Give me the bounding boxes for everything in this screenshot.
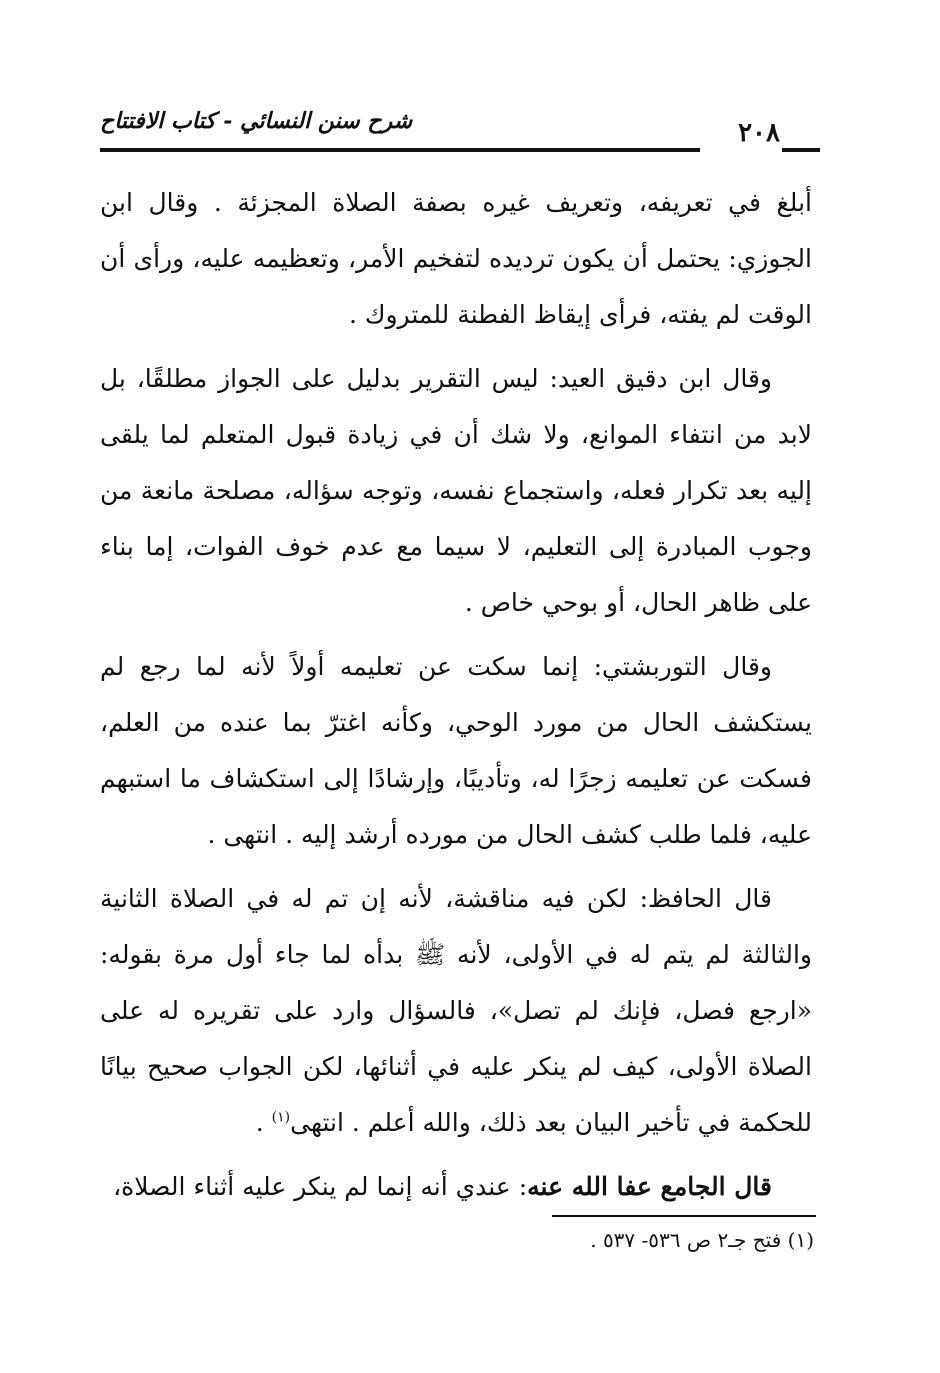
- paragraph-text: : عندي أنه إنما لم ينكر عليه أثناء الصلاة،: [113, 1172, 528, 1201]
- page-header: [100, 100, 820, 160]
- paragraph-text: قال الحافظ: لكن فيه مناقشة، لأنه إن تم له في الصلاة الثانية والثالثة لم يتم له في الأولى، لأنه ﷺ بدأه لما جاء أول مرة بقوله: «ارجع فصل، فإنك لم تصل»، فالسؤال وارد على تقريره له على الصلاة الأولى، كيف لم ينكر عليه في أثنائها، لكن الجواب صحيح بيانًا للحكمة في تأخير البيان بعد ذلك، والله أعلم . انتهى: [100, 884, 812, 1137]
- paragraph-text: أبلغ في تعريفه، وتعريف غيره بصفة الصلاة المجزئة . وقال ابن الجوزي: يحتمل أن يكون ترديده لتفخيم الأمر، وتعظيمه عليه، ورأى أن الوقت لم يفته، فرأى إيقاظ الفطنة للمتروك .: [100, 188, 812, 329]
- header-rule: [100, 148, 700, 152]
- paragraph-1: [100, 175, 812, 343]
- paragraph-lead: قال الجامع عفا الله عنه: [527, 1172, 772, 1201]
- paragraph-tail: .: [255, 1108, 272, 1137]
- paragraph-3: [100, 639, 812, 863]
- running-title: [100, 108, 820, 134]
- paragraph-4: [100, 871, 812, 1151]
- paragraph-2: [100, 351, 812, 631]
- paragraph-text: وقال التوربشتي: إنما سكت عن تعليمه أولاً لأنه لما رجع لم يستكشف الحال من مورد الوحي، وكأنه اغترّ بما عنده من العلم، فسكت عن تعليمه زجرًا له، وتأديبًا، وإرشادًا إلى استكشاف ما استبهم عليه، فلما طلب كشف الحال من مورده أرشد إليه . انتهى .: [100, 652, 813, 849]
- footnote: (١) فتح جـ٢ ص ٥٣٦- ٥٣٧ .: [590, 1228, 814, 1252]
- running-title-text: شرح سنن النسائي - كتاب الافتتاح: [100, 108, 413, 134]
- paragraph-text: وقال ابن دقيق العيد: ليس التقرير بدليل على الجواز مطلقًا، بل لابد من انتفاء الموانع، ولا شك أن في زيادة قبول المتعلم لما يلقى إليه بعد تكرار فعله، واستجماع نفسه، وتوجه سؤاله، مصلحة مانعة من وجوب المبادرة إلى التعليم، لا سيما مع عدم خوف الفوات، إما بناء على ظاهر الحال، أو بوحي خاص .: [100, 364, 812, 617]
- header-rule-short: [782, 148, 820, 152]
- footnote-marker: (١): [271, 1109, 291, 1126]
- body-text: [100, 175, 812, 1223]
- paragraph-5: [100, 1159, 812, 1215]
- page-number: ٢٠٨: [738, 118, 780, 148]
- footnote-rule: [552, 1215, 816, 1217]
